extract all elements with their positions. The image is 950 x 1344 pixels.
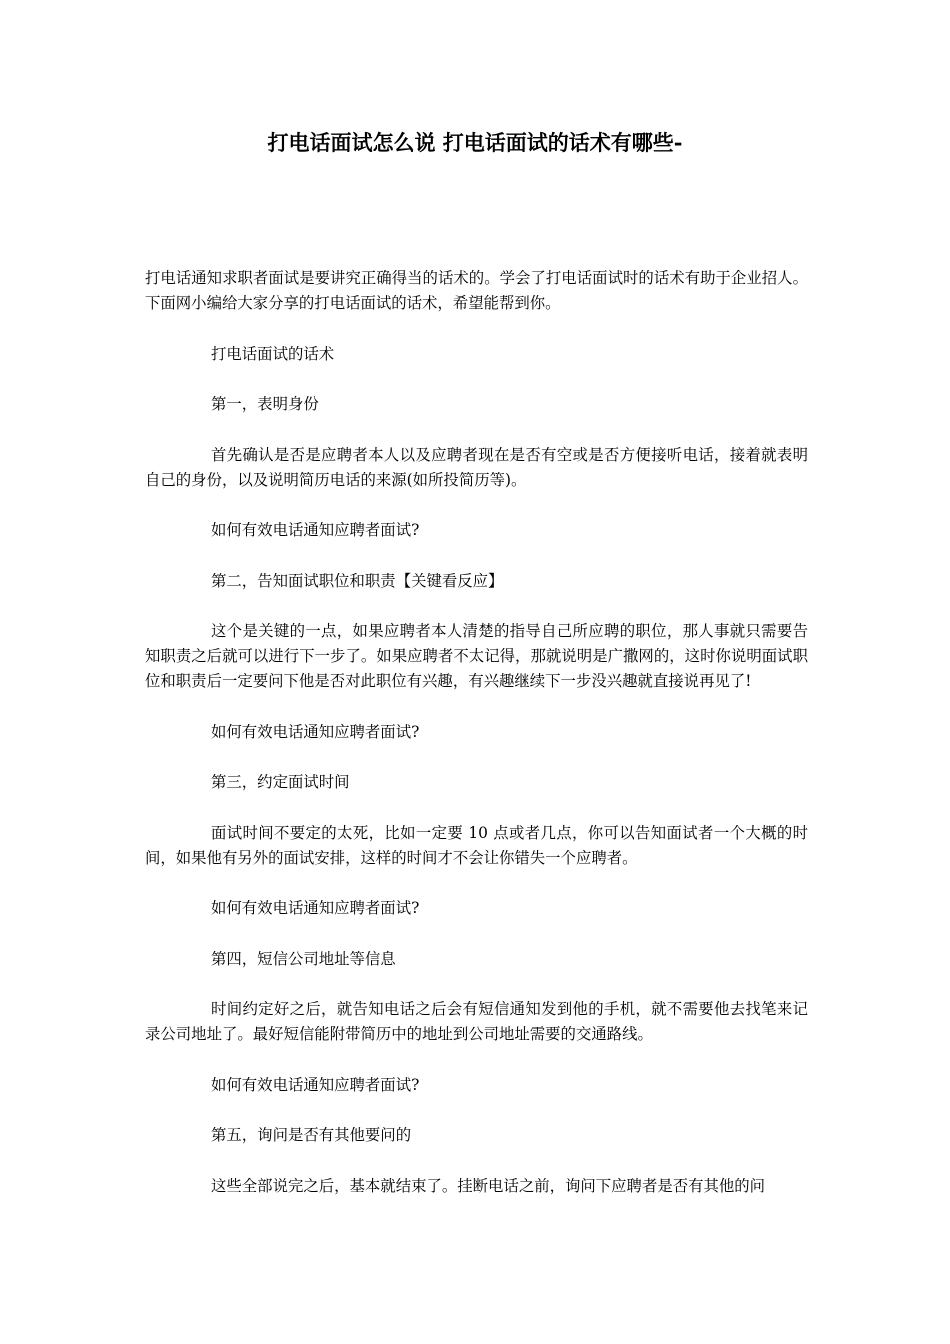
page-title: 打电话面试怎么说 打电话面试的话术有哪些-	[267, 130, 683, 155]
paragraph-step-3: 面试时间不要定的太死，比如一定要 10 点或者几点，你可以告知面试者一个大概的时间，如果他有另外的面试安排，这样的时间才不会让你错失一个应聘者。	[145, 823, 808, 867]
section-heading: 打电话面试的话术	[211, 344, 335, 363]
step-heading-3: 第三，约定面试时间	[211, 773, 350, 791]
subheading-question: 如何有效电话通知应聘者面试?	[211, 1075, 420, 1094]
paragraph-intro: 打电话通知求职者面试是要讲究正确得当的话术的。学会了打电话面试时的话术有助于企业招人。下面网小编给大家分享的打电话面试的话术，希望能帮到你。	[145, 269, 808, 312]
paragraph-step-2: 这个是关键的一点，如果应聘者本人清楚的指导自己所应聘的职位，那人事就只需要告知职责之后就可以进行下一步了。如果应聘者不太记得，那就说明是广撒网的，这时你说明面试职位和职责后一定要问下他是否对此职位有兴趣，有兴趣继续下一步没兴趣就直接说再见了!	[145, 622, 808, 690]
step-heading-5: 第五，询问是否有其他要问的	[211, 1126, 412, 1144]
step-heading-4: 第四，短信公司地址等信息	[211, 949, 396, 968]
paragraph-step-5: 这些全部说完之后，基本就结束了。挂断电话之前，询问下应聘者是否有其他的问	[211, 1176, 766, 1195]
subheading-question: 如何有效电话通知应聘者面试?	[211, 899, 420, 917]
subheading-question: 如何有效电话通知应聘者面试?	[211, 722, 420, 741]
paragraph-step-4: 时间约定好之后，就告知电话之后会有短信通知发到他的手机，就不需要他去找笔来记录公司地址了。最好短信能附带简历中的地址到公司地址需要的交通路线。	[145, 1000, 808, 1043]
subheading-question: 如何有效电话通知应聘者面试?	[211, 521, 420, 539]
article-body	[145, 266, 808, 1224]
step-heading-1: 第一，表明身份	[211, 395, 319, 413]
paragraph-step-1: 首先确认是否是应聘者本人以及应聘者现在是否有空或是否方便接听电话，接着就表明自己的身份，以及说明简历电话的来源(如所投简历等)。	[145, 445, 808, 489]
step-heading-2: 第二，告知面试职位和职责【关键看反应】	[211, 571, 504, 590]
